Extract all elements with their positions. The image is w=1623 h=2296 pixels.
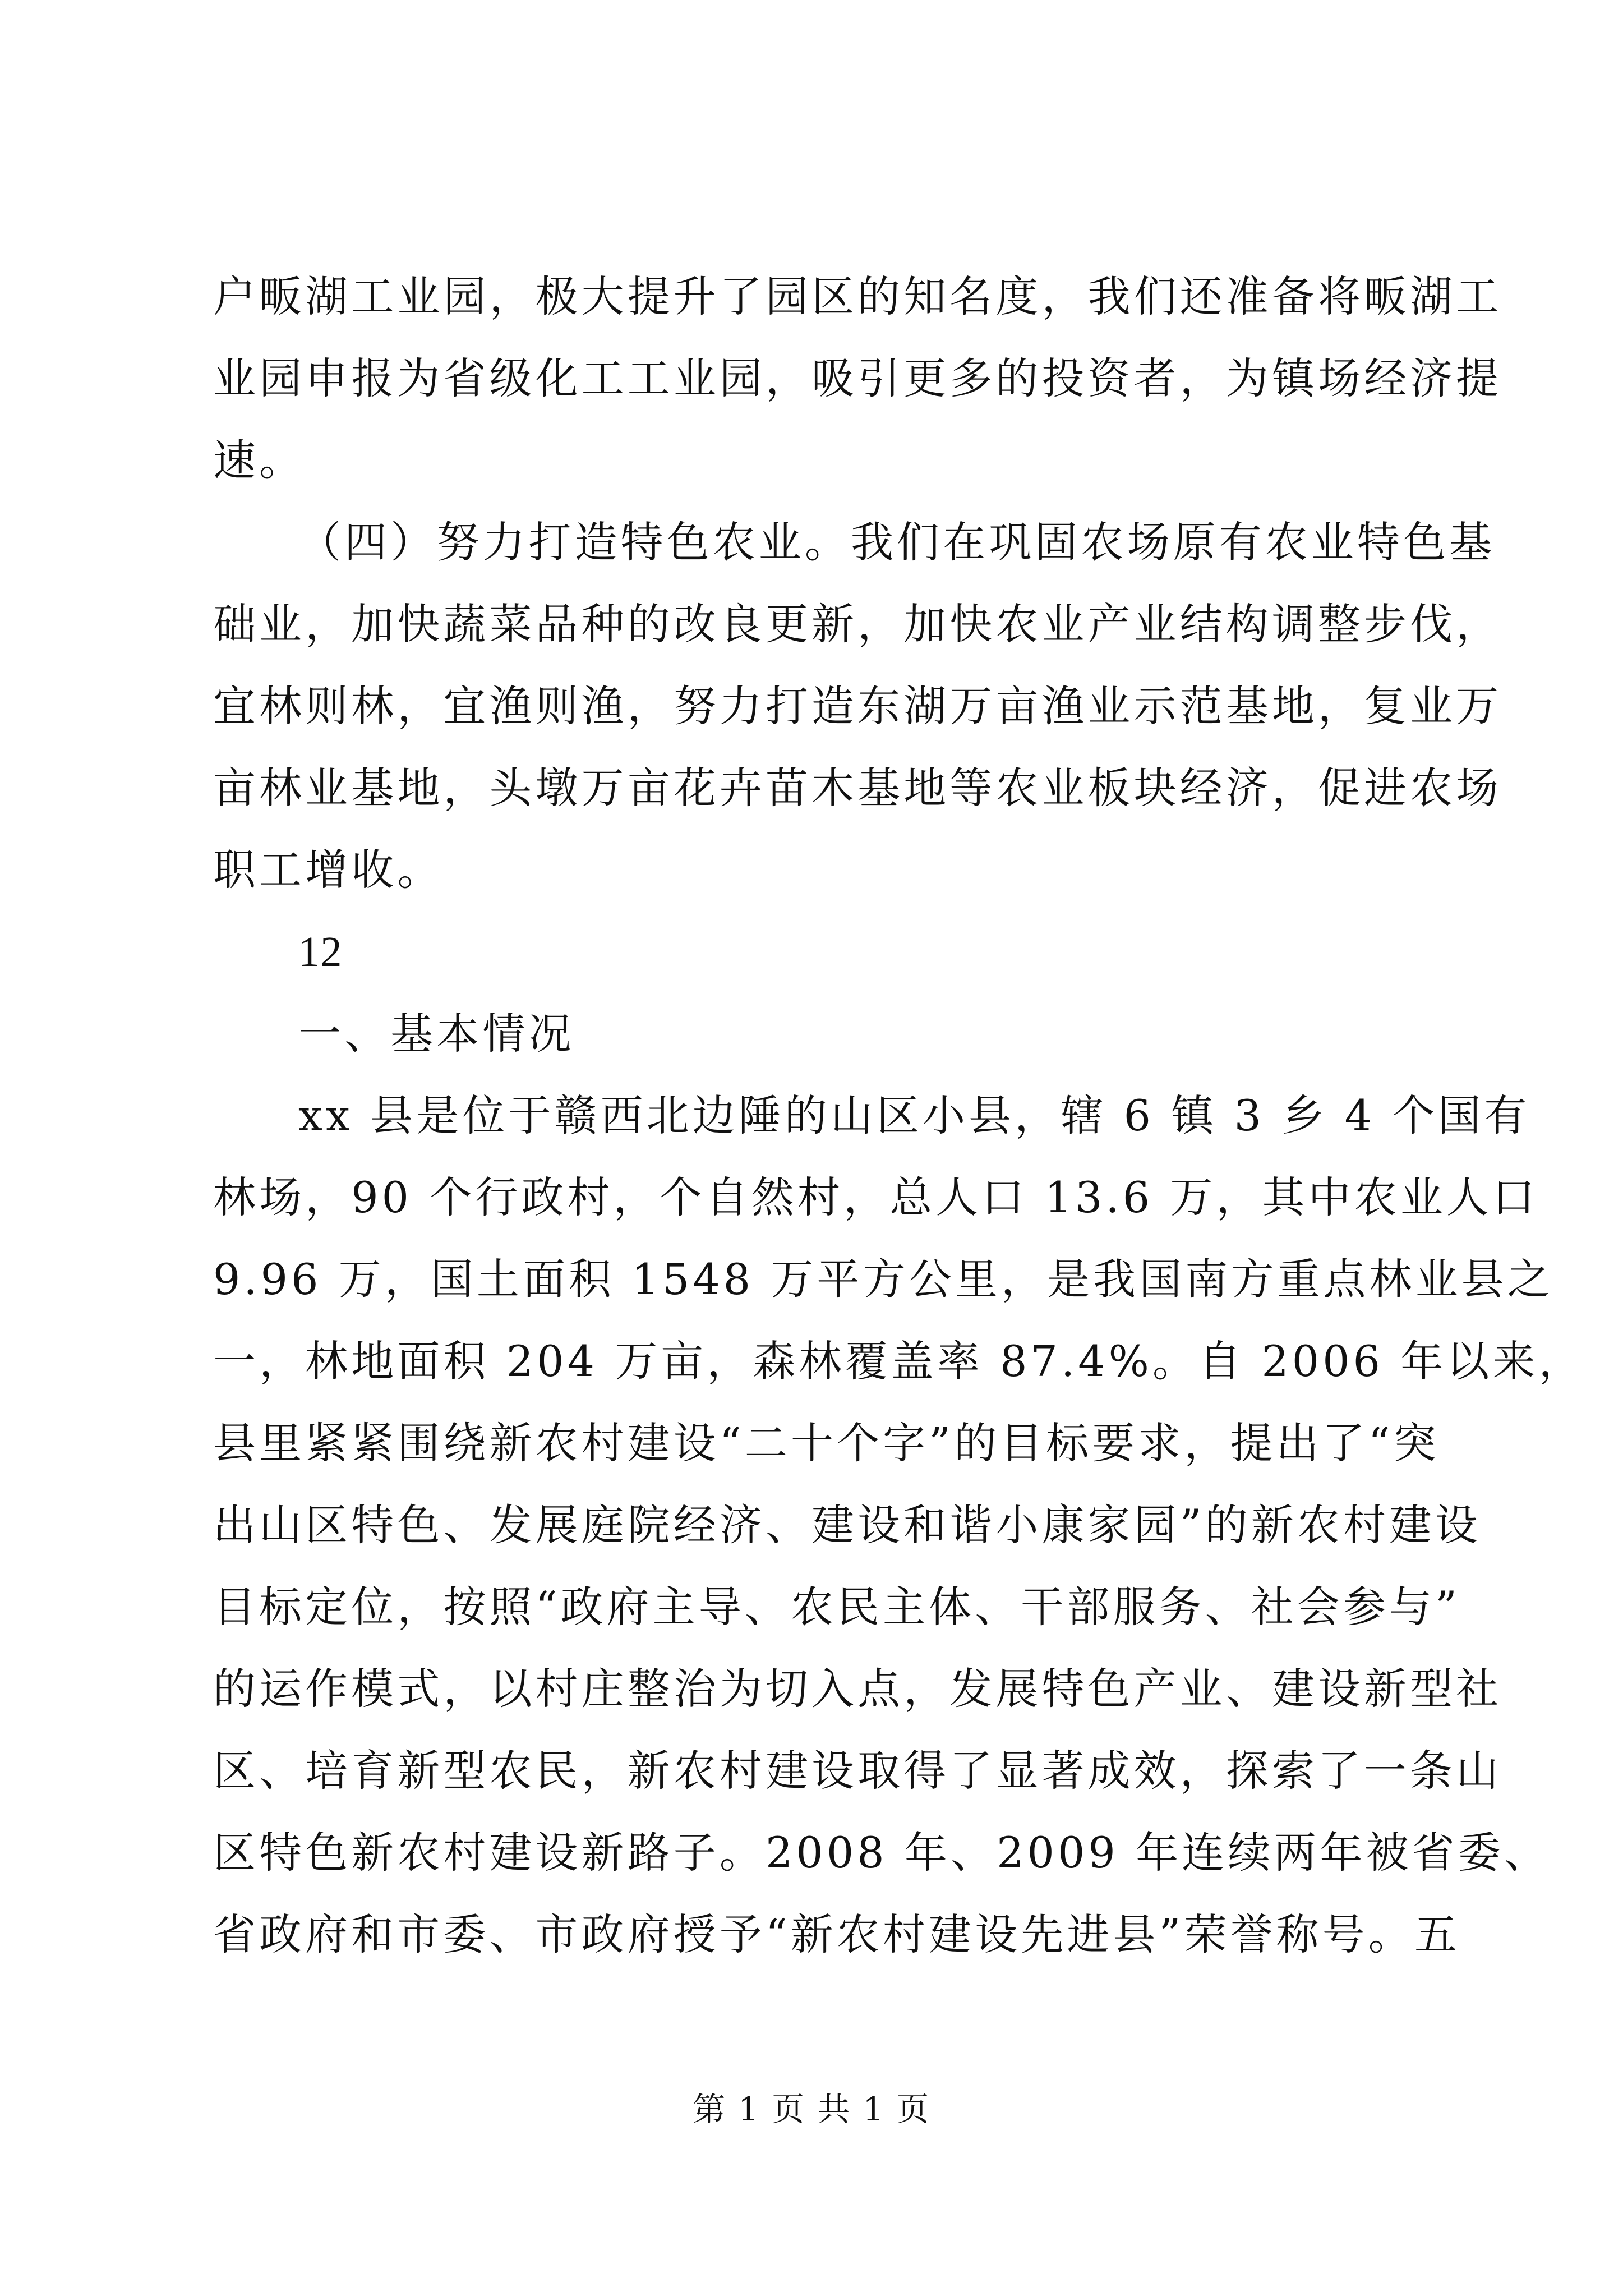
document-body bbox=[213, 256, 1585, 1976]
paragraph-line: 出山区特色、发展庭院经济、建设和谐小康家园”的新农村建设 bbox=[213, 1500, 1482, 1550]
paragraph-line: 宜林则林，宜渔则渔，努力打造东湖万亩渔业示范基地，复业万 bbox=[213, 681, 1502, 731]
paragraph-line: 省政府和市委、市政府授予“新农村建设先进县”荣誉称号。五 bbox=[213, 1910, 1460, 1959]
paragraph-line: 林场，90 个行政村，个自然村，总人口 13.6 万，其中农业人口 bbox=[213, 1172, 1539, 1222]
section-heading-line: （四）努力打造特色农业。我们在巩固农场原有农业特色基 bbox=[298, 517, 1496, 567]
paragraph-line: 户畈湖工业园，极大提升了园区的知名度，我们还准备将畈湖工 bbox=[213, 272, 1502, 321]
paragraph-line: 的运作模式，以村庄整治为切入点，发展特色产业、建设新型社 bbox=[213, 1664, 1502, 1714]
paragraph-line: 一，林地面积 204 万亩，森林覆盖率 87.4%。自 2006 年以来， bbox=[213, 1336, 1585, 1386]
paragraph-line: 业园申报为省级化工工业园，吸引更多的投资者，为镇场经济提 bbox=[213, 353, 1502, 403]
paragraph-line: 速。 bbox=[213, 435, 306, 485]
paragraph-line: 县里紧紧围绕新农村建设“二十个字”的目标要求，提出了“突 bbox=[213, 1418, 1440, 1468]
section-number: 12 bbox=[298, 928, 343, 976]
paragraph-line: 亩林业基地，头墩万亩花卉苗木基地等农业板块经济，促进农场 bbox=[213, 763, 1502, 813]
paragraph-line: 9.96 万，国土面积 1548 万平方公里，是我国南方重点林业县之 bbox=[213, 1254, 1553, 1304]
paragraph-line: 目标定位，按照“政府主导、农民主体、干部服务、社会参与” bbox=[213, 1582, 1460, 1632]
paragraph-line: 区、培育新型农民，新农村建设取得了显著成效，探索了一条山 bbox=[213, 1746, 1502, 1796]
page-footer bbox=[0, 2087, 1623, 2132]
paragraph-line: 职工增收。 bbox=[213, 845, 444, 895]
paragraph-line: 区特色新农村建设新路子。2008 年、2009 年连续两年被省委、 bbox=[213, 1828, 1550, 1878]
paragraph-line: xx 县是位于赣西北边陲的山区小县，辖 6 镇 3 乡 4 个国有 bbox=[298, 1091, 1530, 1140]
paragraph-line: 础业，加快蔬菜品种的改良更新，加快农业产业结构调整步伐， bbox=[213, 599, 1502, 649]
page-number-label: 第 1 页 共 1 页 bbox=[693, 2090, 930, 2128]
section-heading: 一、基本情况 bbox=[298, 1009, 575, 1059]
